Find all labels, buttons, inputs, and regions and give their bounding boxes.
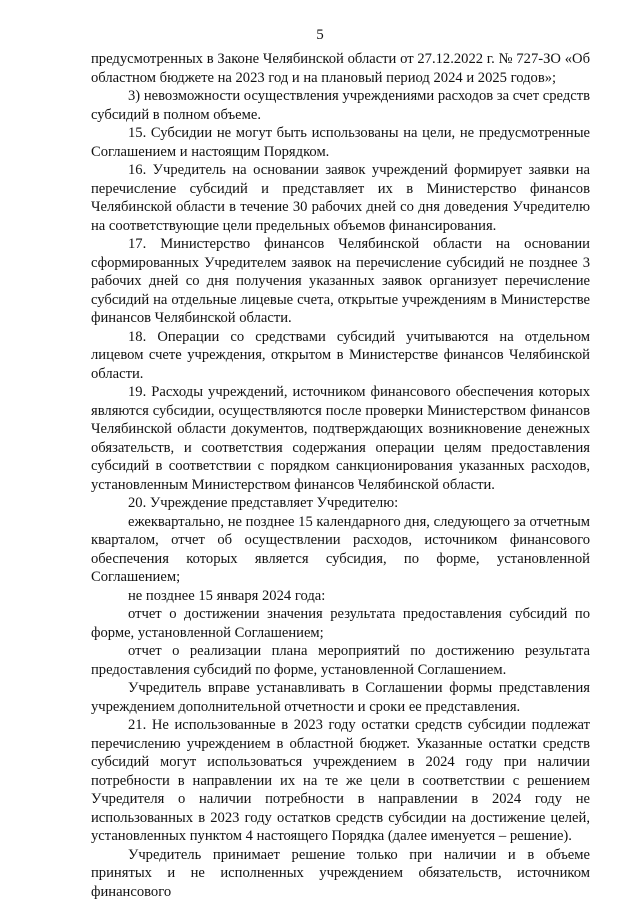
paragraph: не позднее 15 января 2024 года:: [128, 587, 326, 604]
paragraph: 19. Расходы учреждений, источником финансового обеспечения которых являются субсидии, осуществляются после проверки Министерством финансов Челябинской области документов, подтверждающих возникновение денежных обязательств, и соответствия содержания операции целям предоставления субсидий в соответствии с порядком санкционирования указанных расходов, установленным Министерством финансов Челябинской области.: [91, 384, 590, 493]
paragraph: предусмотренных в Законе Челябинской области от 27.12.2022 г. № 727-ЗО «Об областном бюджете на 2023 год и на плановый период 2024 и 2025 годов»;: [91, 51, 590, 86]
paragraph: Учредитель принимает решение только при наличии и в объеме принятых и не исполненных учреждением обязательств, источником финансового: [91, 846, 590, 900]
page-number: 5: [316, 27, 324, 43]
paragraph: отчет о достижении значения результата предоставления субсидий по форме, установленной Соглашением;: [91, 606, 590, 641]
paragraph: 17. Министерство финансов Челябинской области на основании сформированных Учредителем заявок на перечисление субсидий не позднее 3 рабочих дней со дня получения указанных заявок организует перечисление субсидий на отдельные лицевые счета, открытые учреждениям в Министерстве финансов Челябинской области.: [91, 236, 590, 326]
paragraph: 20. Учреждение представляет Учредителю:: [128, 495, 399, 511]
paragraph: 15. Субсидии не могут быть использованы на цели, не предусмотренные Соглашением и настоящим Порядком.: [91, 125, 590, 160]
document-body: [91, 50, 590, 901]
paragraph: Учредитель вправе устанавливать в Соглашении формы представления учреждением дополнительной отчетности и сроки ее представления.: [91, 680, 590, 715]
paragraph: 3) невозможности осуществления учреждениями расходов за счет средств субсидий в полном объеме.: [91, 88, 590, 123]
paragraph: 21. Не использованные в 2023 году остатки средств субсидии подлежат перечислению учреждением в областной бюджет. Указанные остатки средств субсидий могут использоваться учреждением в 2024 году при наличии потребности в направлении их на те же цели в соответствии с решением Учредителя о наличии потребности в направлении в 2024 году не использованных в 2023 году остатков средств субсидии на достижение целей, установленных пунктом 4 настоящего Порядка (далее именуется – решение).: [91, 717, 590, 844]
paragraph: 16. Учредитель на основании заявок учреждений формирует заявки на перечисление субсидий и представляет их в Министерство финансов Челябинской области в течение 30 рабочих дней со дня доведения Учредителю на соответствующие цели предельных объемов финансирования.: [91, 162, 590, 234]
paragraph: 18. Операции со средствами субсидий учитываются на отдельном лицевом счете учреждения, открытом в Министерстве финансов Челябинской области.: [91, 328, 590, 382]
paragraph: отчет о реализации плана мероприятий по достижению результата предоставления субсидий по форме, установленной Соглашением.: [91, 643, 590, 678]
paragraph: ежеквартально, не позднее 15 календарного дня, следующего за отчетным кварталом, отчет об осуществлении расходов, источником финансового обеспечения которых является субсидия, по форме, установленной Соглашением;: [91, 513, 590, 585]
